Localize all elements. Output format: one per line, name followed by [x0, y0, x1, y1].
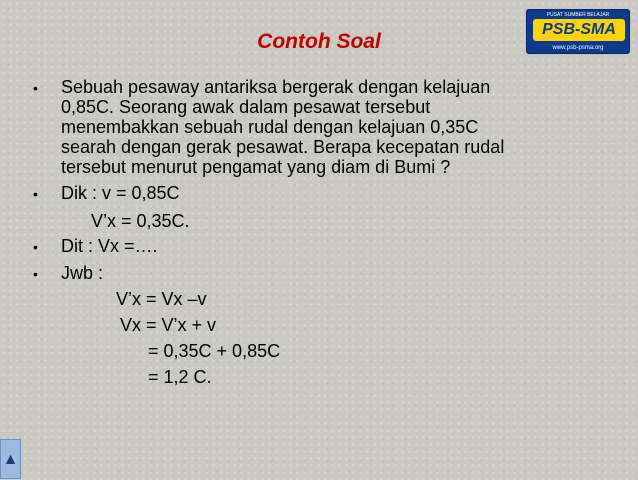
- bullet-icon: •: [33, 186, 38, 202]
- nav-up-button[interactable]: [0, 439, 21, 479]
- bullet-icon: •: [33, 266, 38, 282]
- bullet-icon: •: [33, 239, 38, 255]
- slide-title: Contoh Soal: [257, 30, 381, 53]
- psb-sma-logo: [526, 9, 630, 54]
- question-line: 0,85C. Seorang awak dalam pesawat tersebut: [61, 97, 431, 117]
- given-line: V’x = 0,35C.: [91, 211, 190, 231]
- question-line: Sebuah pesaway antariksa bergerak dengan kelajuan: [61, 77, 491, 97]
- answer-step: V’x = Vx –v: [116, 289, 207, 309]
- answer-step: Vx = V’x + v: [120, 315, 217, 335]
- logo-top-text: PUSAT SUMBER BELAJAR: [546, 12, 610, 18]
- logo-main-text: PSB-SMA: [533, 19, 625, 41]
- question-line: menembakkan sebuah rudal dengan kelajuan 0,35C: [61, 117, 479, 137]
- asked-line: Dit : Vx =….: [61, 236, 158, 256]
- triangle-up-icon: ▲: [2, 451, 19, 468]
- answer-step: = 0,35C + 0,85C: [148, 341, 281, 361]
- answer-step: = 1,2 C.: [148, 367, 212, 387]
- question-line: tersebut menurut pengamat yang diam di Bumi ?: [61, 157, 451, 177]
- question-line: searah dengan gerak pesawat. Berapa kecepatan rudal: [61, 137, 505, 157]
- given-line: Dik : v = 0,85C: [61, 183, 180, 203]
- bullet-icon: •: [33, 80, 38, 96]
- logo-url-text: www.psb-psma.org: [552, 45, 604, 51]
- answer-label: Jwb :: [61, 263, 104, 283]
